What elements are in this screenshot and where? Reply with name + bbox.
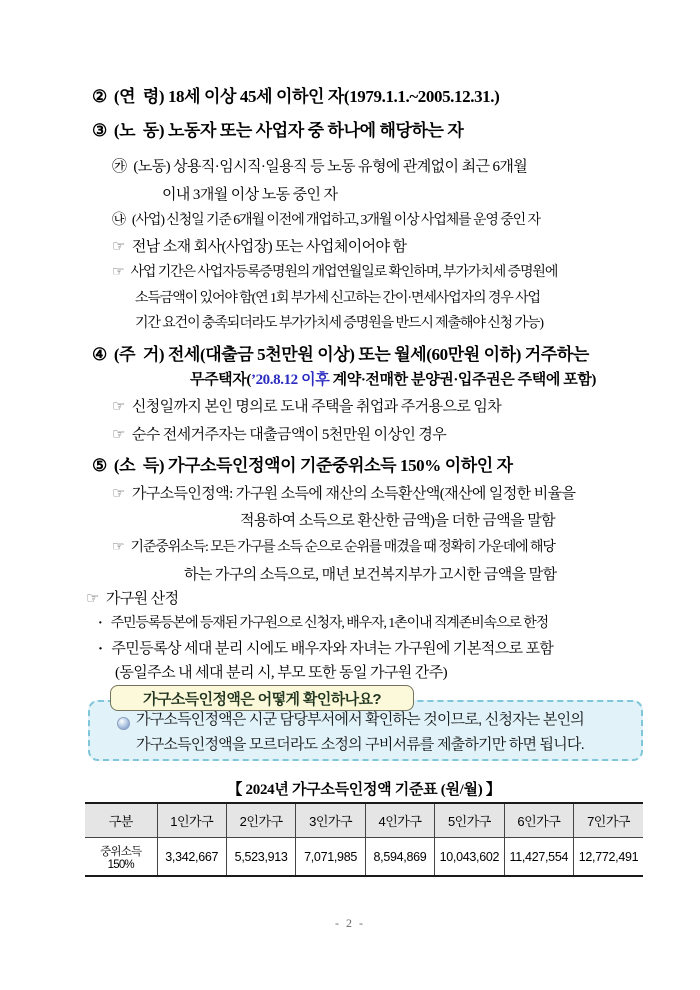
income-standards-table bbox=[85, 802, 643, 877]
pointing-finger-icon: ☞ bbox=[86, 591, 99, 607]
pointing-finger-icon: ☞ bbox=[112, 399, 125, 415]
circled-number-marker: ④ bbox=[92, 345, 107, 364]
housing-note-2-text: 순수 전세거주자는 대출금액이 5천만원 이상인 경우 bbox=[131, 427, 447, 443]
housing-date-highlight: ’20.8.12 이후 bbox=[250, 372, 330, 388]
table-header-cell: 1인가구 bbox=[157, 803, 226, 838]
labor-note-2-text-2: 소득금액이 있어야 함(연 1회 부가세 신고하는 간이·면세사업자의 경우 사업 bbox=[135, 291, 540, 306]
income-def-2-text-2: 하는 가구의 소득으로, 매년 보건복지부가 고시한 금액을 말함 bbox=[184, 567, 557, 583]
household-calc-label bbox=[86, 590, 178, 609]
table-header-cell: 3인가구 bbox=[296, 803, 365, 838]
page-number: - 2 - bbox=[335, 916, 365, 930]
table-cell: 8,594,869 bbox=[365, 838, 434, 877]
labor-sub-b-text: (사업) 신청일 기준 6개월 이전에 개업하고, 3개월 이상 사업체를 운영 중인 자 bbox=[131, 213, 540, 228]
table-cell: 7,071,985 bbox=[296, 838, 365, 877]
household-bullet-2-cont bbox=[115, 664, 447, 683]
qa-box-title: 가구소득인정액은 어떻게 확인하나요? bbox=[143, 690, 381, 708]
circled-number-marker: ② bbox=[92, 87, 107, 106]
income-requirement-text: (소 득) 가구소득인정액이 기준중위소득 150% 이하인 자 bbox=[113, 456, 513, 475]
table-header-cell: 7인가구 bbox=[574, 803, 643, 838]
table-cell: 5,523,913 bbox=[226, 838, 295, 877]
income-def-1-cont bbox=[240, 512, 555, 531]
circled-ga-marker: ㉮ bbox=[112, 159, 127, 175]
qa-body-text-2: 가구소득인정액을 모르더라도 소정의 구비서류를 제출하기만 하면 됩니다. bbox=[136, 736, 584, 753]
table-header-cell: 6인가구 bbox=[504, 803, 573, 838]
circled-number-marker: ③ bbox=[92, 121, 107, 140]
pointing-finger-icon: ☞ bbox=[112, 427, 125, 443]
qa-body-text-1: 가구소득인정액은 시군 담당부서에서 확인하는 것이므로, 신청자는 본인의 bbox=[136, 711, 584, 728]
labor-note-2-text-3: 기간 요건이 충족되더라도 부가가치세 증명원을 반드시 제출해야 신청 가능) bbox=[135, 316, 543, 331]
housing-note-1 bbox=[112, 398, 501, 417]
labor-sub-a-text: (노동) 상용직·임시직·일용직 등 노동 유형에 관계없이 최근 6개월 bbox=[133, 159, 528, 175]
pointing-finger-icon: ☞ bbox=[112, 265, 124, 280]
income-def-1-text-2: 적용하여 소득으로 환산한 금액)을 더한 금액을 말함 bbox=[240, 513, 555, 529]
table-cell: 12,772,491 bbox=[574, 838, 643, 877]
table-cell: 10,043,602 bbox=[435, 838, 504, 877]
housing-note-2 bbox=[112, 426, 446, 445]
table-row bbox=[85, 838, 643, 877]
labor-note-2-cont bbox=[135, 290, 540, 308]
labor-sub-a-text-2: 이내 3개월 이상 노동 중인 자 bbox=[162, 187, 338, 203]
qa-box-body-line1 bbox=[136, 711, 584, 730]
age-requirement-text: (연 령) 18세 이상 45세 이하인 자(1979.1.1.~2005.12.31.) bbox=[113, 87, 500, 106]
bullet-dot-icon: · bbox=[98, 616, 102, 631]
labor-note-1-text: 전남 소재 회사(사업장) 또는 사업체이어야 함 bbox=[131, 239, 407, 255]
labor-requirement-text: (노 동) 노동자 또는 사업자 중 하나에 해당하는 자 bbox=[113, 121, 464, 140]
income-def-1-text: 가구소득인정액: 가구원 소득에 재산의 소득환산액(재산에 일정한 비율을 bbox=[131, 486, 576, 502]
household-bullet-1-text: 주민등록등본에 등재된 가구원으로 신청자, 배우자, 1촌이내 직계존비속으로 한정 bbox=[110, 616, 549, 631]
qa-box-body-line2 bbox=[136, 736, 584, 755]
table-header-cell: 5인가구 bbox=[435, 803, 504, 838]
household-bullet-2-text-2: (동일주소 내 세대 분리 시, 부모 또한 동일 가구원 간주) bbox=[115, 665, 447, 681]
table-row-label: 중위소득 150% bbox=[100, 845, 142, 871]
housing-note-1-text: 신청일까지 본인 명의로 도내 주택을 취업과 주거용으로 임차 bbox=[131, 399, 502, 415]
labor-note-2-cont2 bbox=[135, 315, 543, 333]
pointing-finger-icon: ☞ bbox=[112, 239, 125, 255]
household-calc-text: 가구원 산정 bbox=[105, 591, 179, 607]
household-bullet-2 bbox=[98, 640, 553, 659]
table-header-cell: 2인가구 bbox=[226, 803, 295, 838]
income-def-2-cont bbox=[184, 566, 556, 585]
labor-note-2-text: 사업 기간은 사업자등록증명원의 개업연월일로 확인하며, 부가가치세 증명원에 bbox=[130, 265, 558, 280]
pointing-finger-icon: ☞ bbox=[112, 540, 124, 555]
labor-note-2 bbox=[112, 264, 557, 282]
housing-text-post: 계약·전매한 분양권·입주권은 주택에 포함) bbox=[329, 372, 597, 388]
sphere-bullet-icon bbox=[117, 717, 130, 730]
table-header-row bbox=[85, 803, 643, 838]
table-header-cell: 4인가구 bbox=[365, 803, 434, 838]
housing-requirement-cont bbox=[190, 371, 596, 390]
eligibility-item-age bbox=[92, 86, 499, 107]
circled-number-marker: ⑤ bbox=[92, 456, 107, 475]
qa-box-title-tab bbox=[110, 685, 414, 711]
labor-sub-item-a-cont bbox=[162, 186, 337, 205]
household-bullet-2-text: 주민등록상 세대 분리 시에도 배우자와 자녀는 가구원에 기본적으로 포함 bbox=[111, 641, 554, 657]
eligibility-item-labor bbox=[92, 120, 463, 141]
income-def-2-text: 기준중위소득: 모든 가구를 소득 순으로 순위를 매겼을 때 정확히 가운데에 해당 bbox=[130, 540, 555, 555]
income-table-title: 【 2024년 가구소득인정액 기준표 (원/월) 】 bbox=[227, 782, 501, 798]
labor-sub-item-b bbox=[112, 212, 540, 230]
labor-sub-item-a bbox=[112, 158, 527, 177]
bullet-dot-icon: · bbox=[98, 641, 103, 657]
table-cell: 11,427,554 bbox=[504, 838, 573, 877]
table-cell: 3,342,667 bbox=[157, 838, 226, 877]
eligibility-item-housing bbox=[92, 344, 589, 365]
pointing-finger-icon: ☞ bbox=[112, 486, 125, 502]
circled-na-marker: ㉯ bbox=[112, 213, 125, 228]
household-bullet-1 bbox=[98, 615, 548, 633]
income-def-2 bbox=[112, 539, 555, 557]
labor-note-1 bbox=[112, 238, 406, 257]
income-def-1 bbox=[112, 485, 575, 504]
housing-requirement-text: (주 거) 전세(대출금 5천만원 이상) 또는 월세(60만원 이하) 거주하는 bbox=[113, 345, 589, 364]
table-header-cell: 구분 bbox=[85, 803, 157, 838]
eligibility-item-income bbox=[92, 455, 513, 476]
housing-text-pre: 무주택자( bbox=[190, 372, 251, 388]
